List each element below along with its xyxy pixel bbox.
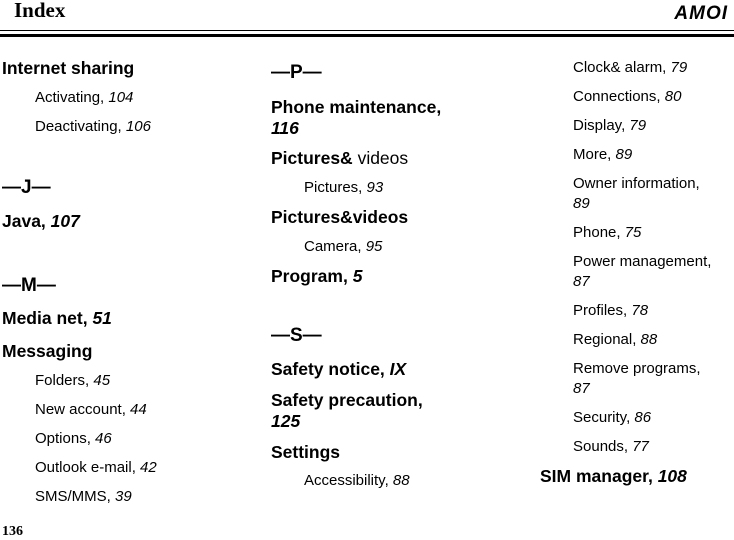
index-subentry-regional: Regional, 88 [573,331,658,348]
index-entry-pictures-and-videos: Pictures&videos [271,207,409,227]
index-entry-java: Java, 107 [2,211,80,231]
index-subentry-security: Security, 86 [573,409,652,426]
index-subentry-camera: Camera, 95 [304,238,383,255]
index-column-3 [540,56,734,487]
index-entry-internet-sharing: Internet sharing [2,58,135,78]
index-entry-safety-precaution: Safety precaution, 125 [271,390,423,431]
index-entry-settings: Settings [271,442,341,462]
index-subentry-owner-information: Owner information, 89 [573,175,700,212]
index-subentry-sounds: Sounds, 77 [573,438,649,455]
amoi-logo-icon [644,2,730,22]
index-subentry-sms-mms: SMS/MMS, 39 [35,488,132,505]
index-subentry-connections: Connections, 80 [573,88,682,105]
index-subentry-activating: Activating, 104 [35,89,134,106]
index-subentry-remove-programs: Remove programs, 87 [573,360,701,397]
index-subentry-outlook-email: Outlook e-mail, 42 [35,459,157,476]
index-subentry-profiles: Profiles, 78 [573,302,649,319]
index-subentry-power-management: Power management, 87 [573,253,712,290]
index-subentry-clock-alarm: Clock& alarm, 79 [573,59,688,76]
index-subentry-folders: Folders, 45 [35,372,111,389]
header-rule-thin [0,30,734,31]
index-entry-sim-manager: SIM manager, 108 [540,466,687,486]
index-subentry-accessibility: Accessibility, 88 [304,472,410,489]
page-title: Index [14,0,66,22]
index-entry-media-net: Media net, 51 [2,308,112,328]
index-entry-phone-maintenance: Phone maintenance, 116 [271,97,442,138]
page-number: 136 [2,524,23,539]
index-column-1 [2,56,252,507]
index-subentry-more: More, 89 [573,146,633,163]
index-entry-pictures-videos: Pictures& videos [271,148,409,168]
index-entry-program: Program, 5 [271,266,363,286]
section-letter-p: —P— [271,62,322,83]
index-subentry-new-account: New account, 44 [35,401,147,418]
index-column-2 [271,56,521,491]
section-letter-m: —M— [2,275,56,296]
index-entry-messaging: Messaging [2,341,93,361]
index-subentry-phone: Phone, 75 [573,224,642,241]
index-subentry-options: Options, 46 [35,430,112,447]
section-letter-s: —S— [271,325,322,346]
logo-text: AMOI [674,3,728,22]
index-subentry-display: Display, 79 [573,117,647,134]
index-entry-safety-notice: Safety notice, IX [271,359,407,379]
section-letter-j: —J— [2,177,51,198]
index-subentry-pictures: Pictures, 93 [304,179,384,196]
index-subentry-deactivating: Deactivating, 106 [35,118,151,135]
header-rule-thick [0,34,734,37]
